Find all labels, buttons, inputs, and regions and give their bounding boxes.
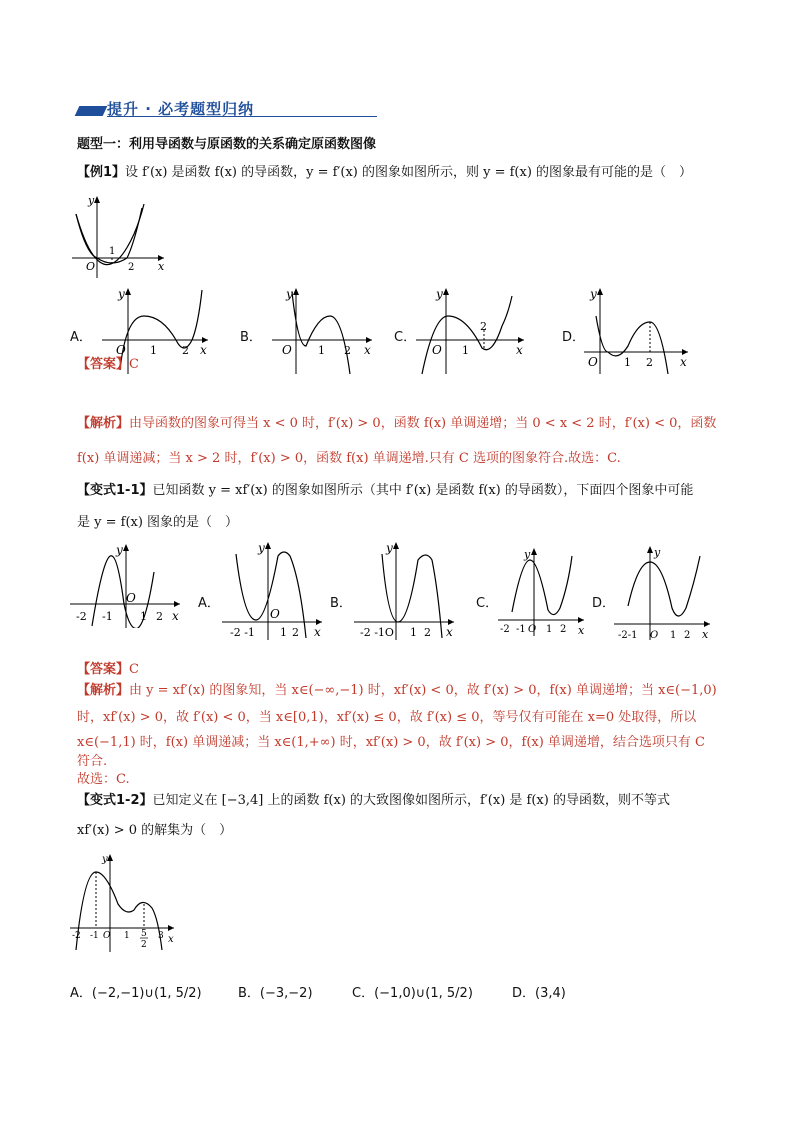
example1-option-a[interactable]: A． [70,330,92,345]
variant11-conclusion: 故选：C. [77,772,130,787]
axis-label-x: x [168,934,174,945]
answer-label: 【答案】 [77,662,130,677]
tick-label: 2 [292,626,299,639]
variant11-option-a-graph [222,540,327,640]
tick-label: 1 [150,344,157,357]
variant12-question-line2: xf′(x) > 0 的解集为（ ） [77,823,233,838]
tick-label: 1 [109,246,116,257]
tick-label: 1 [624,356,631,369]
variant11-option-d[interactable]: D． [592,596,616,611]
variant11-analysis-line1 [77,678,737,704]
tick-label: 1 [318,344,325,357]
variant11-option-c-graph [498,546,590,636]
example1-option-b[interactable]: B． [240,330,262,345]
tick-label: 2 [344,344,351,357]
variant11-option-b-graph [354,540,459,640]
answer-label: 【答案】 [77,357,130,372]
tick-label: 1 [140,610,147,623]
analysis-label: 【解析】 [77,416,130,431]
axis-label-origin: O [282,343,292,357]
tick-label: 2 [141,940,147,950]
tick-label: -2 -1O [360,626,394,639]
tick-label: -2-1 [618,630,638,640]
axis-label-x: x [702,628,709,640]
tick-label: 2 [684,630,691,640]
axis-label-x: x [314,625,321,639]
tick-label: 1 [124,931,130,941]
variant12-option-c[interactable]: C．(−1,0)∪(1, 5/2) [352,986,473,1001]
variant12-function-graph [70,852,180,952]
axis-label-origin: O [528,624,537,635]
axis-label-y: y [286,287,293,301]
tick-label: -1 [102,610,113,623]
variant11-analysis-line4: 符合. [77,754,108,769]
analysis-text: 由导函数的图象可得当 x < 0 时，f′(x) > 0，函数 f(x) 单调递增；当 0 < x < 2 时，f′(x) < 0，函数 [129,416,717,431]
tick-label: -2 [500,624,510,635]
axis-label-x: x [446,625,453,639]
axis-label-y: y [654,546,661,559]
tick-label: 1 [546,624,553,635]
variant11-analysis-line3: x∈(−1,1) 时，f(x) 单调递减；当 x∈(1,+∞) 时，xf′(x) > 0，故 f′(x) > 0，f(x) 单调递增，结合选项只有 C [77,735,705,750]
banner-title: 提升 · 必考题型归纳 [107,100,255,118]
answer-value: C [129,662,139,677]
axis-label-origin: O [432,343,442,357]
tick-label: -2 -1 [230,626,255,639]
variant11-option-a[interactable]: A． [198,596,220,611]
axis-label-x: x [364,343,371,357]
axis-label-origin: O [588,355,598,369]
axis-label-y: y [118,287,125,301]
axis-label-origin: O [270,607,280,621]
variant12-option-b[interactable]: B．(−3,−2) [238,986,313,1001]
variant11-label: 【变式1-1】 [77,483,153,498]
variant11-option-d-graph [614,544,714,640]
axis-label-origin: O [650,630,659,640]
tick-label: 1 [462,344,469,357]
axis-label-y: y [386,541,393,555]
tick-label: -1 [516,624,526,635]
tick-label: 2 [182,344,189,357]
tick-label: -2 [72,931,81,941]
variant12-option-a[interactable]: A．(−2,−1)∪(1, 5/2) [70,986,202,1001]
example1-option-c[interactable]: C． [394,330,417,345]
tick-label: -1 [90,931,99,941]
answer-value: C [129,357,139,372]
variant11-question-line2: 是 y = f(x) 图象的是（ ） [77,515,239,530]
tick-label: 2 [128,262,135,273]
variant11-option-b[interactable]: B． [330,596,352,611]
axis-label-origin: O [116,343,126,357]
variant12-question-line1 [77,788,737,814]
axis-label-y: y [258,541,265,555]
variant11-question-line1 [77,478,737,504]
section-banner [77,100,377,120]
axis-label-x: x [578,624,585,636]
axis-label-y: y [116,543,123,557]
variant12-option-d[interactable]: D．(3,4) [512,986,566,1001]
example1-label: 【例1】 [77,165,126,180]
analysis-text: 由 y = xf′(x) 的图象知，当 x∈(−∞,−1) 时，xf′(x) < 0，故 f′(x) > 0，f(x) 单调递增；当 x∈(−1,0) [129,683,717,698]
axis-label-origin: O [86,260,96,273]
example1-analysis-line2: f(x) 单调递减；当 x > 2 时，f′(x) > 0，函数 f(x) 单调递增.只有 C 选项的图象符合.故选：C. [77,451,621,466]
tick-label: 1 [670,630,677,640]
axis-label-origin: O [103,931,111,941]
tick-label: 3 [158,931,164,941]
tick-label: 2 [560,624,567,635]
axis-label-y: y [590,287,597,301]
axis-label-x: x [172,609,179,623]
variant12-text: 已知定义在 [−3,4] 上的函数 f(x) 的大致图像如图所示，f′(x) 是 f(x) 的导函数，则不等式 [152,793,670,808]
axis-label-y: y [436,287,443,301]
variant11-xfprime-graph [70,542,185,628]
tick-label: 2 [646,356,653,369]
tick-label: 1 [410,626,417,639]
axis-label-x: x [200,343,207,357]
tick-label: 2 [156,610,163,623]
variant11-option-c[interactable]: C． [476,596,499,611]
example1-derivative-graph [72,194,172,278]
example1-text: 设 f′(x) 是函数 f(x) 的导函数，y = f′(x) 的图象如图所示，则 y = f(x) 的图象最有可能的是（ ） [125,165,693,180]
axis-label-y: y [102,854,108,865]
tick-label: 1 [280,626,287,639]
tick-label: 5 [141,929,147,939]
axis-label-y: y [88,194,95,207]
axis-label-x: x [516,343,523,357]
axis-label-y: y [524,548,531,561]
example1-analysis-line1 [77,411,737,437]
variant12-label: 【变式1-2】 [77,793,153,808]
example1-question [77,160,737,186]
banner-bar [75,106,108,116]
section-title: 题型一：利用导函数与原函数的关系确定原函数图像 [77,137,377,152]
example1-option-d[interactable]: D． [562,330,586,345]
axis-label-x: x [680,355,687,369]
axis-label-x: x [158,260,165,273]
tick-label: 2 [424,626,431,639]
variant11-text: 已知函数 y = xf′(x) 的图象如图所示（其中 f′(x) 是函数 f(x) 的导函数），下面四个图象中可能 [152,483,694,498]
axis-label-origin: O [126,591,136,605]
analysis-label: 【解析】 [77,683,130,698]
example1-answer [77,352,737,378]
tick-label: -2 [76,610,87,623]
tick-label: 2 [480,320,487,333]
variant11-analysis-line2: 时，xf′(x) > 0，故 f′(x) < 0，当 x∈[0,1)，xf′(x) ≤ 0，故 f′(x) ≤ 0，等号仅有可能在 x=0 处取得，所以 [77,710,697,725]
